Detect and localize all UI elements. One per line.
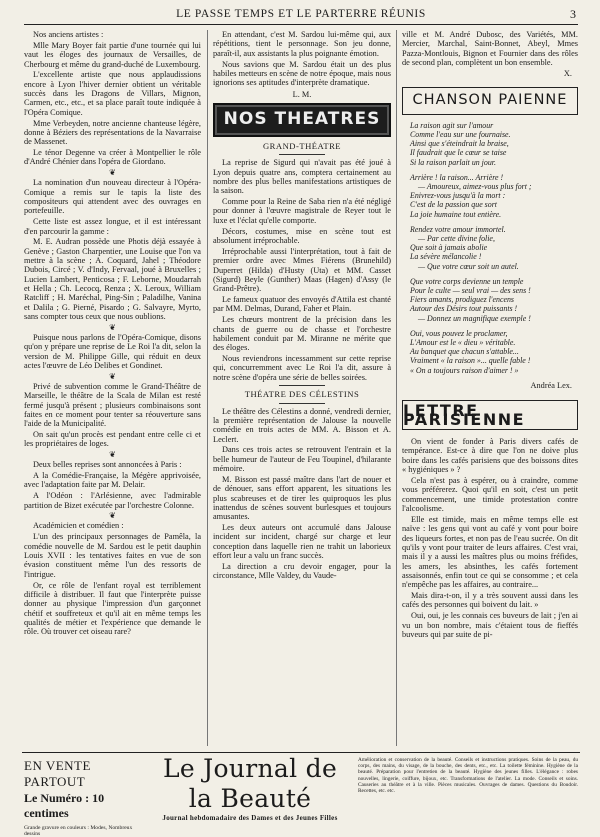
ornament-separator: ❦	[109, 322, 116, 332]
signature: X.	[563, 69, 572, 79]
ad-price: Le Numéro : 10 centimes	[24, 791, 105, 820]
ad-left	[24, 758, 144, 837]
paragraph: Académicien et comédien :	[33, 521, 124, 531]
verse: Autour des Désirs tout puissants !	[410, 304, 518, 314]
journal-logo: Le Journal de la Beauté	[162, 754, 338, 813]
verse: Ainsi que s'éteindrait la braise,	[410, 139, 509, 149]
verse: Enivrez-vous jusqu'à la mort :	[410, 191, 506, 201]
verse: Pour le culte — seul vrai — des sens !	[410, 285, 531, 295]
paragraph: Le ténor Degenne va créer à Montpellier le rôle d'André Chénier dans l'opéra de Giordano.	[24, 148, 201, 167]
verse: Il faudrait que le cœur se taise	[410, 148, 507, 158]
paragraph: Deux belles reprises sont annoncées à Paris :	[33, 460, 182, 470]
paragraph: Dans ces trois actes se retrouvent l'entrain et la belle humeur de l'auteur de Feu Toupinel, d'hilarante mémoire.	[213, 445, 391, 474]
section-title-box: LETTRE PARISIENNE	[402, 400, 578, 430]
verse: Que votre corps devienne un temple	[410, 276, 524, 286]
paragraph: Privé de subvention comme le Grand-Théâtre de Marseille, le théâtre de la Scala de Milan est resté fermé jusqu'à présent ; plusieurs combinaisons sont faites en ce moment pour tenter sa réouverture sans l'aide de la Municipalité.	[24, 381, 201, 429]
verse: Rendez votre amour immortel.	[410, 224, 506, 234]
ornament-separator: ❦	[109, 450, 116, 460]
column-3	[402, 30, 578, 748]
paragraph: Le fameux quatuor des envoyés d'Attila est chanté par MM. Delmas, Durand, Faher et Plain.	[213, 295, 391, 314]
signature: L. M.	[292, 89, 312, 99]
stanza	[410, 121, 578, 167]
column-divider	[207, 30, 208, 746]
paragraph: La reprise de Sigurd qui n'avait pas été joué à Lyon depuis quatre ans, comptera certainement au nombre des plus belles manifestations artistiques de la saison.	[213, 158, 391, 196]
paragraph: Elle est timide, mais en même temps elle est naïve : les gens qui vont au café y vont pour boire des liqueurs fortes, et non pas de l'eau sucrée. On dit qu'ils y vont pour traiter de leurs affaires. C'est vrai, mais il y a aussi les maîtres plus ou moins fréfides, les amers, les absinthes, les cafés fortement assaisonnés, enfin tout ce qui se consomme ; et cela n'empêche pas les affaires, au contraire...	[402, 514, 578, 590]
subheading: THÉATRE DES CÉLESTINS	[244, 389, 360, 400]
paragraph: Mlle Mary Boyer fait partie d'une tournée qui lui vaut les éloges des journaux de Versailles, de Cherbourg et même du grand-duché de Luxembourg.	[24, 40, 201, 69]
column-1	[24, 30, 201, 748]
divider	[279, 403, 325, 404]
paragraph: Comme pour la Reine de Saba rien n'a été négligé pour donner à l'œuvre magistrale de Reyer tout le luxe et l'éclat qu'elle comporte.	[213, 197, 391, 225]
verse: Fiers amants, prodiguez l'encens	[410, 295, 514, 305]
verse: — Amoureux, aimez-vous plus fort ;	[418, 181, 532, 191]
paragraph: A l'Odéon : l'Arlésienne, avec l'admirable partition de Bizet exécutée par l'orchestre Colonne.	[24, 491, 201, 510]
stanza	[410, 329, 578, 375]
verse: Si la raison parlait un jour.	[410, 157, 496, 167]
paragraph: Les chœurs montrent de la précision dans les chants de guerre ou de chasse et l'orchestre habilement conduit par M. Miranne ne mérite que des éloges.	[213, 315, 391, 353]
paragraph: M. E. Audran possède une Photis déjà essayée à Genève ; Gaston Charpentier, une Louise que l'on va mettre à la scène ; A. Coquard, Jahel ; Théodore Dubois, Circé ; V. d'Indy, Fervaal, joué à Bruxelles ; Lucien Lambert, Penticosa ; F. Leborne, Moudarrah et Hella ; Ch. Lecocq, Renza ; X. Leroux, William Ratcliff ; H. Maréchal, Ping-Sin ; Paladilhe, Vanina et Dalila ; G. Pierné, Pisardo ; G. Salvayre, Myrto, sans compter tous ceux que nous oublions.	[24, 237, 201, 322]
verse: — Par cette divine folie,	[418, 233, 495, 243]
verse: C'est de la passion que sort	[410, 200, 497, 210]
paragraph: Or, ce rôle de l'enfant royal est terriblement difficile à distribuer. Il faut que l'interprète puisse donner au physique l'impression d'un garçonnet chétif et souffreteux et qu'il ait en même temps les qualités de métier et l'expérience que demande le rôle. Où trouver cet oiseau rare?	[24, 580, 201, 637]
ad-features: Grande gravure en couleurs : Modes, Nombreux dessins	[24, 825, 133, 837]
paragraph: Cette liste est assez longue, et il est intéressant d'en parcourir la gamme :	[24, 217, 201, 236]
paragraph: La nomination d'un nouveau directeur à l'Opéra-Comique a remis sur le tapis la liste des compositeurs qui attendent avec des ouvrages en portefeuille.	[24, 178, 201, 216]
ornament-separator: ❦	[109, 511, 116, 521]
verse: Au banquet que chacun s'attable...	[410, 347, 519, 357]
paragraph: Nos anciens artistes :	[33, 30, 104, 39]
header-title: LE PASSE TEMPS ET LE PARTERRE RÉUNIS	[176, 8, 426, 20]
paragraph: Mais dira-t-on, il y a très souvent aussi dans les cafés des personnes qui boivent du lait. »	[402, 591, 578, 610]
divider	[279, 154, 325, 155]
paragraph: Nous savions que M. Sardou était un des plus habiles metteurs en scène de notre époque, mais nous ignorions ses aptitudes d'interprète dramatique.	[213, 59, 391, 88]
section-title-box: CHANSON PAIENNE	[402, 87, 578, 115]
paragraph: L'excellente artiste que nous applaudissions encore à Lyon l'hiver dernier obtient un véritable succès dans les Dragons de Villars, Mignon, Carmen, etc., etc., et sa place paraît toute indiquée à l'Opéra Comique.	[24, 70, 201, 117]
section-banner: NOS THEATRES	[213, 103, 391, 137]
journal-tagline: Journal hebdomadaire des Dames et des Jeunes Filles	[162, 814, 338, 822]
divider	[279, 385, 325, 386]
paragraph: Oui, oui, je les connais ces buveurs de lait ; j'en ai vu un bon nombre, mais c'étaient tous de fieffés buveurs qui par suite de pi-	[402, 611, 578, 640]
paragraph: Décors, costumes, mise en scène tout est absolument irréprochable.	[213, 226, 391, 245]
paragraph: Irréprochable aussi l'interprétation, tout à fait de premier ordre avec Mmes Fiérens (Brunehild) Duperret (Hilda) d'Husty (Uta) et MM. Casset (Sigurd) Beyle (Gunther) Maas (Hagen) d'Assy (le Grand-Prêtre).	[213, 246, 391, 294]
ad-description: Amélioration et conservation de la beauté. Conseils et instructions pratiques. Soins de la peau, du corps, des mains, du visage, de la bouche, des dents, etc., etc. La toilette féminine. Hygiène de la beauté. Préparation pour l'entretien de la beauté. Hygiène des jeunes filles. L'élégance : robes nouvelles, lingerie, coiffure, bijoux, etc. Transformations de l'atelier. La mode. Conseils et soins. Causeries au théâtre et à la ville. Pièces musicales. Ouvrages de dames. Questions du Boudoir. Recettes, etc. etc.	[358, 757, 578, 795]
subheading: GRAND-THÉATRE	[262, 140, 342, 151]
ornament-separator: ❦	[109, 168, 116, 178]
paragraph: Les deux auteurs ont accumulé dans Jalouse incident sur incident, chargé sur charge et leur conception dans laquelle rien ne trahit un laborieux effort leur a valu un franc succès.	[213, 523, 391, 561]
verse: « On a toujours raison d'aimer ! »	[410, 365, 519, 375]
verse: Arrière ! la raison... Arrière !	[410, 172, 504, 182]
verse: La raison agit sur l'amour	[410, 120, 494, 130]
paragraph: On sait qu'un procès est pendant entre celle ci et les propriétaires de loges.	[24, 430, 201, 449]
verse: La joie humaine tout entière.	[410, 209, 502, 219]
verse: Oui, vous pouvez le proclamer,	[410, 328, 508, 338]
verse: Que soit à jamais abolie	[410, 243, 488, 253]
ad-availability: EN VENTE PARTOUT	[24, 758, 91, 789]
paragraph: ville et M. André Dubosc, des Variétés, MM. Mercier, Marchal, Saint-Bonnet, Abeyl, Mmes Pazza-Montlouis, Bignon et Fournier dans des rôles de second plan, complètent un bon ensemble.	[402, 30, 578, 68]
paragraph: A la Comédie-Française, la Mégère apprivoisée, avec l'adaptation faite par M. Delair.	[24, 471, 201, 490]
paragraph: Nous reviendrons incessamment sur cette reprise qui, concurremment avec Le Roi l'a dit, assure à notre scène d'opéra une série de belles soirées.	[213, 354, 391, 382]
paragraph: Puisque nous parlons de l'Opéra-Comique, disons qu'on y prépare une reprise de Le Roi l'a dit, selon la version de M. Philippe Gille, qui réduit en deux actes l'œuvre de Léo Delibes et Gondinet.	[24, 332, 201, 370]
stanza	[410, 173, 578, 219]
stanza	[410, 277, 578, 323]
page-number: 3	[570, 7, 576, 21]
stanza	[410, 225, 578, 271]
page-header	[24, 6, 578, 25]
verse: — Que votre cœur soit un autel.	[418, 261, 519, 271]
paragraph: En attendant, c'est M. Sardou lui-même qui, aux répétitions, tient le personnage. Son jeu donne, paraît-il, aux assistants la plus poignante émotion.	[213, 30, 391, 58]
paragraph: M. Bisson est passé maître dans l'art de nouer et de dénouer, sans effort apparent, les situations les plus scabreuses et de tirer les quiproquos les plus inattendus de scènes souvent burlesques et toujours amusantes.	[213, 474, 391, 522]
column-divider	[396, 30, 397, 746]
paragraph: La direction a cru devoir engager, pour la circonstance, Mlle Valdey, du Vaude-	[213, 562, 391, 581]
verse: La sévère mélancolie !	[410, 252, 482, 262]
paragraph: L'un des principaux personnages de Pamêla, la comédie nouvelle de M. Sardou est le petit dauphin Louis XVII : les tentatives faites en vue de son évasion constituent même l'un des ressorts de l'intrigue.	[24, 532, 201, 579]
paragraph: Mme Verbeyden, notre ancienne chanteuse légère, donne à Béziers des représentations de la Navarraise de Massenet.	[24, 118, 201, 147]
paragraph: On vient de fonder à Paris divers cafés de tempérance. Est-ce à dire que l'on ne doive plus boire dans les cafés parisiens que des boissons dites « hygiéniques » ?	[402, 437, 578, 475]
verse: Vraiment « la raison »... quelle fable !	[410, 356, 531, 366]
paragraph: Cela n'est pas à espérer, ou à craindre, comme vous préférerez. Quoi qu'il en soit, c'est un petit commencement, une timide protestation contre l'alcoolisme.	[402, 476, 578, 514]
verse: Comme l'eau sur une fournaise.	[410, 129, 511, 139]
footer-advertisement	[22, 752, 580, 837]
ad-center	[150, 754, 350, 822]
poem	[402, 121, 578, 375]
poem-author: Andréa Lex.	[530, 380, 572, 390]
verse: — Donnez un magnifique exemple !	[418, 313, 531, 323]
verse: L'Amour est le « dieu » véritable.	[410, 337, 516, 347]
column-2	[213, 30, 391, 748]
ornament-separator: ❦	[109, 371, 116, 381]
paragraph: Le théâtre des Célestins a donné, vendredi dernier, la première représentation de Jalouse la nouvelle comédie en trois actes de MM. A. Bisson et A. Leclert.	[213, 406, 391, 444]
